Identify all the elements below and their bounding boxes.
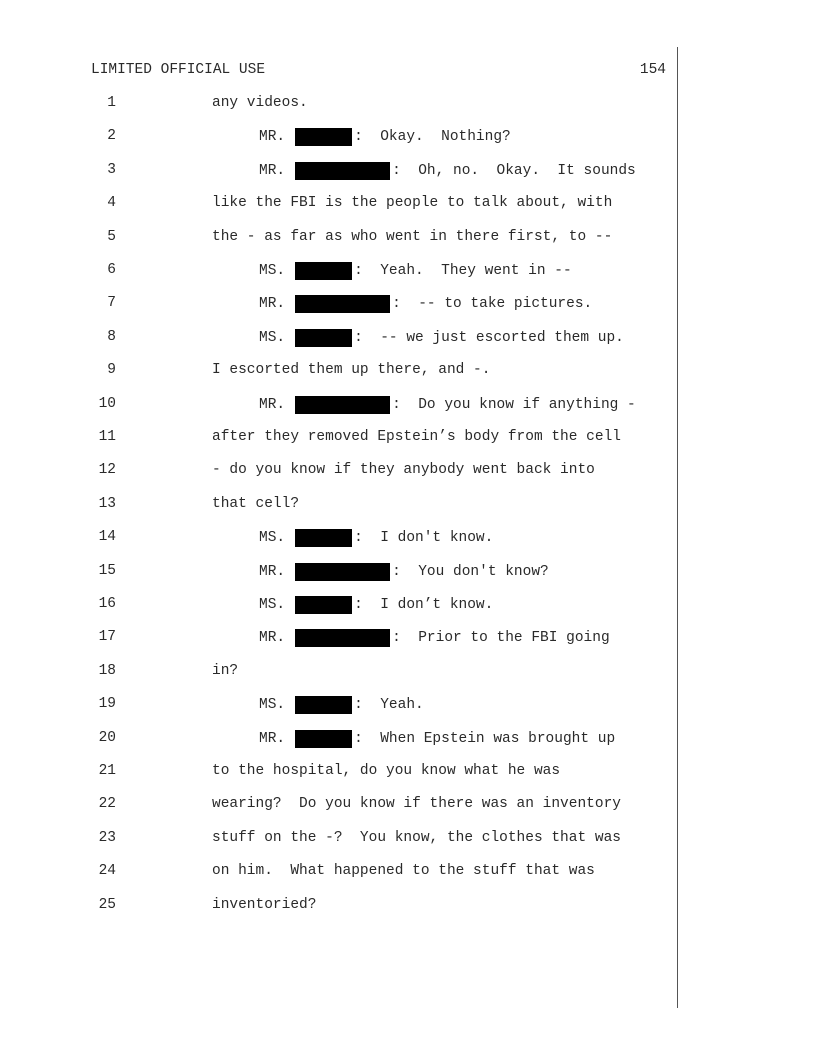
- spoken-text: : -- to take pictures.: [392, 296, 593, 313]
- transcript-line: [0, 830, 816, 850]
- spoken-text: : Okay. Nothing?: [354, 129, 511, 146]
- line-text: [259, 596, 493, 614]
- line-number: 17: [98, 629, 116, 646]
- transcript-line: [0, 863, 816, 883]
- spoken-text: on him. What happened to the stuff that was: [212, 863, 595, 880]
- redaction-box: [295, 696, 352, 714]
- redaction-box: [295, 262, 352, 280]
- spoken-text: in?: [212, 662, 239, 679]
- transcript-line: [0, 295, 816, 315]
- spoken-text: inventoried?: [212, 896, 317, 913]
- transcript-line: [0, 663, 816, 683]
- transcript-line: [0, 95, 816, 115]
- line-text: [212, 763, 560, 779]
- line-text: [259, 128, 511, 146]
- line-number: 13: [98, 495, 116, 512]
- line-text: [212, 830, 621, 846]
- transcript-line: [0, 262, 816, 282]
- spoken-text: : Yeah.: [354, 697, 424, 714]
- speaker-label: MS.: [259, 697, 286, 714]
- spoken-text: the - as far as who went in there first, to --: [212, 228, 613, 245]
- transcript-line: [0, 128, 816, 148]
- transcript-line: [0, 329, 816, 349]
- spoken-text: : Yeah. They went in --: [354, 263, 572, 279]
- transcript-line: [0, 362, 816, 382]
- spoken-text: wearing? Do you know if there was an inventory: [212, 796, 621, 813]
- spoken-text: : When Epstein was brought up: [354, 730, 616, 747]
- line-text: [259, 295, 592, 313]
- spoken-text: : -- we just escorted them up.: [354, 329, 624, 346]
- transcript-line: [0, 563, 816, 583]
- redaction-box: [295, 596, 352, 614]
- speaker-label: MR.: [259, 129, 286, 146]
- line-number: 8: [107, 328, 116, 345]
- redaction-box: [295, 162, 390, 180]
- line-number: 5: [107, 228, 116, 245]
- spoken-text: : I don't know.: [354, 530, 494, 547]
- redaction-box: [295, 128, 352, 146]
- transcript-line: [0, 796, 816, 816]
- redaction-box: [295, 563, 390, 581]
- speaker-label: MR.: [259, 630, 286, 647]
- line-number: 9: [107, 362, 116, 379]
- line-text: [259, 396, 636, 414]
- line-number: 15: [98, 562, 116, 579]
- line-text: [259, 730, 615, 748]
- line-number: 24: [98, 863, 116, 880]
- line-number: 16: [98, 596, 116, 612]
- line-number: 23: [98, 829, 116, 846]
- redaction-box: [295, 629, 390, 647]
- line-text: [212, 496, 299, 512]
- redaction-box: [295, 329, 352, 347]
- speaker-label: MR.: [259, 296, 286, 313]
- speaker-label: MS.: [259, 329, 286, 346]
- line-number: 4: [107, 195, 116, 212]
- redaction-box: [295, 396, 390, 414]
- line-text: [212, 663, 238, 679]
- line-text: [212, 462, 595, 478]
- transcript-line: [0, 763, 816, 783]
- line-number: 7: [107, 295, 116, 312]
- line-number: 14: [98, 529, 116, 546]
- spoken-text: : Do you know if anything -: [392, 396, 636, 413]
- line-number: 20: [98, 729, 116, 746]
- line-text: [259, 262, 572, 280]
- redaction-box: [295, 295, 390, 313]
- speaker-label: MS.: [259, 263, 286, 279]
- transcript-line: [0, 462, 816, 482]
- line-text: [212, 195, 612, 211]
- speaker-label: MR.: [259, 162, 286, 179]
- redaction-box: [295, 529, 352, 547]
- spoken-text: : Oh, no. Okay. It sounds: [392, 162, 636, 179]
- spoken-text: that cell?: [212, 495, 300, 512]
- page-number: 154: [639, 62, 666, 78]
- spoken-text: : You don't know?: [392, 563, 549, 580]
- line-text: [212, 897, 316, 913]
- spoken-text: - do you know if they anybody went back into: [212, 462, 595, 479]
- spoken-text: I escorted them up there, and -.: [212, 362, 491, 379]
- transcript-line: [0, 429, 816, 449]
- line-number: 10: [98, 395, 116, 412]
- speaker-label: MR.: [259, 563, 286, 580]
- spoken-text: stuff on the -? You know, the clothes that was: [212, 829, 621, 846]
- speaker-label: MS.: [259, 597, 286, 613]
- line-text: [259, 629, 610, 647]
- line-number: 19: [98, 696, 116, 713]
- line-number: 11: [98, 429, 116, 445]
- spoken-text: after they removed Epstein’s body from the cell: [212, 429, 621, 445]
- line-number: 21: [98, 763, 116, 779]
- line-text: [259, 563, 549, 581]
- transcript-line: [0, 596, 816, 616]
- line-text: [259, 529, 493, 547]
- line-number: 12: [98, 462, 116, 479]
- spoken-text: : I don’t know.: [354, 597, 494, 613]
- redaction-box: [295, 730, 352, 748]
- line-text: [259, 696, 424, 714]
- line-number: 22: [98, 796, 116, 813]
- spoken-text: : Prior to the FBI going: [392, 630, 610, 647]
- spoken-text: any videos.: [212, 95, 308, 111]
- transcript-line: [0, 897, 816, 917]
- line-text: [212, 229, 612, 245]
- transcript-line: [0, 696, 816, 716]
- transcript-line: [0, 195, 816, 215]
- header-classification: LIMITED OFFICIAL USE: [91, 62, 266, 78]
- speaker-label: MS.: [259, 530, 286, 547]
- spoken-text: to the hospital, do you know what he was: [212, 763, 561, 779]
- line-text: [212, 796, 621, 812]
- line-text: [212, 95, 308, 111]
- line-number: 3: [107, 161, 116, 178]
- line-number: 25: [98, 896, 116, 913]
- line-number: 2: [107, 128, 116, 145]
- transcript-line: [0, 496, 816, 516]
- transcript-line: [0, 229, 816, 249]
- line-text: [212, 863, 595, 879]
- line-text: [259, 162, 636, 180]
- line-number: 1: [107, 95, 116, 111]
- speaker-label: MR.: [259, 396, 286, 413]
- transcript-line: [0, 529, 816, 549]
- transcript-line: [0, 730, 816, 750]
- line-number: 18: [98, 662, 116, 679]
- speaker-label: MR.: [259, 730, 286, 747]
- transcript-line: [0, 629, 816, 649]
- transcript-line: [0, 396, 816, 416]
- line-number: 6: [107, 262, 116, 278]
- line-text: [212, 429, 621, 445]
- line-text: [259, 329, 624, 347]
- spoken-text: like the FBI is the people to talk about, with: [212, 195, 613, 212]
- line-text: [212, 362, 490, 378]
- transcript-line: [0, 162, 816, 182]
